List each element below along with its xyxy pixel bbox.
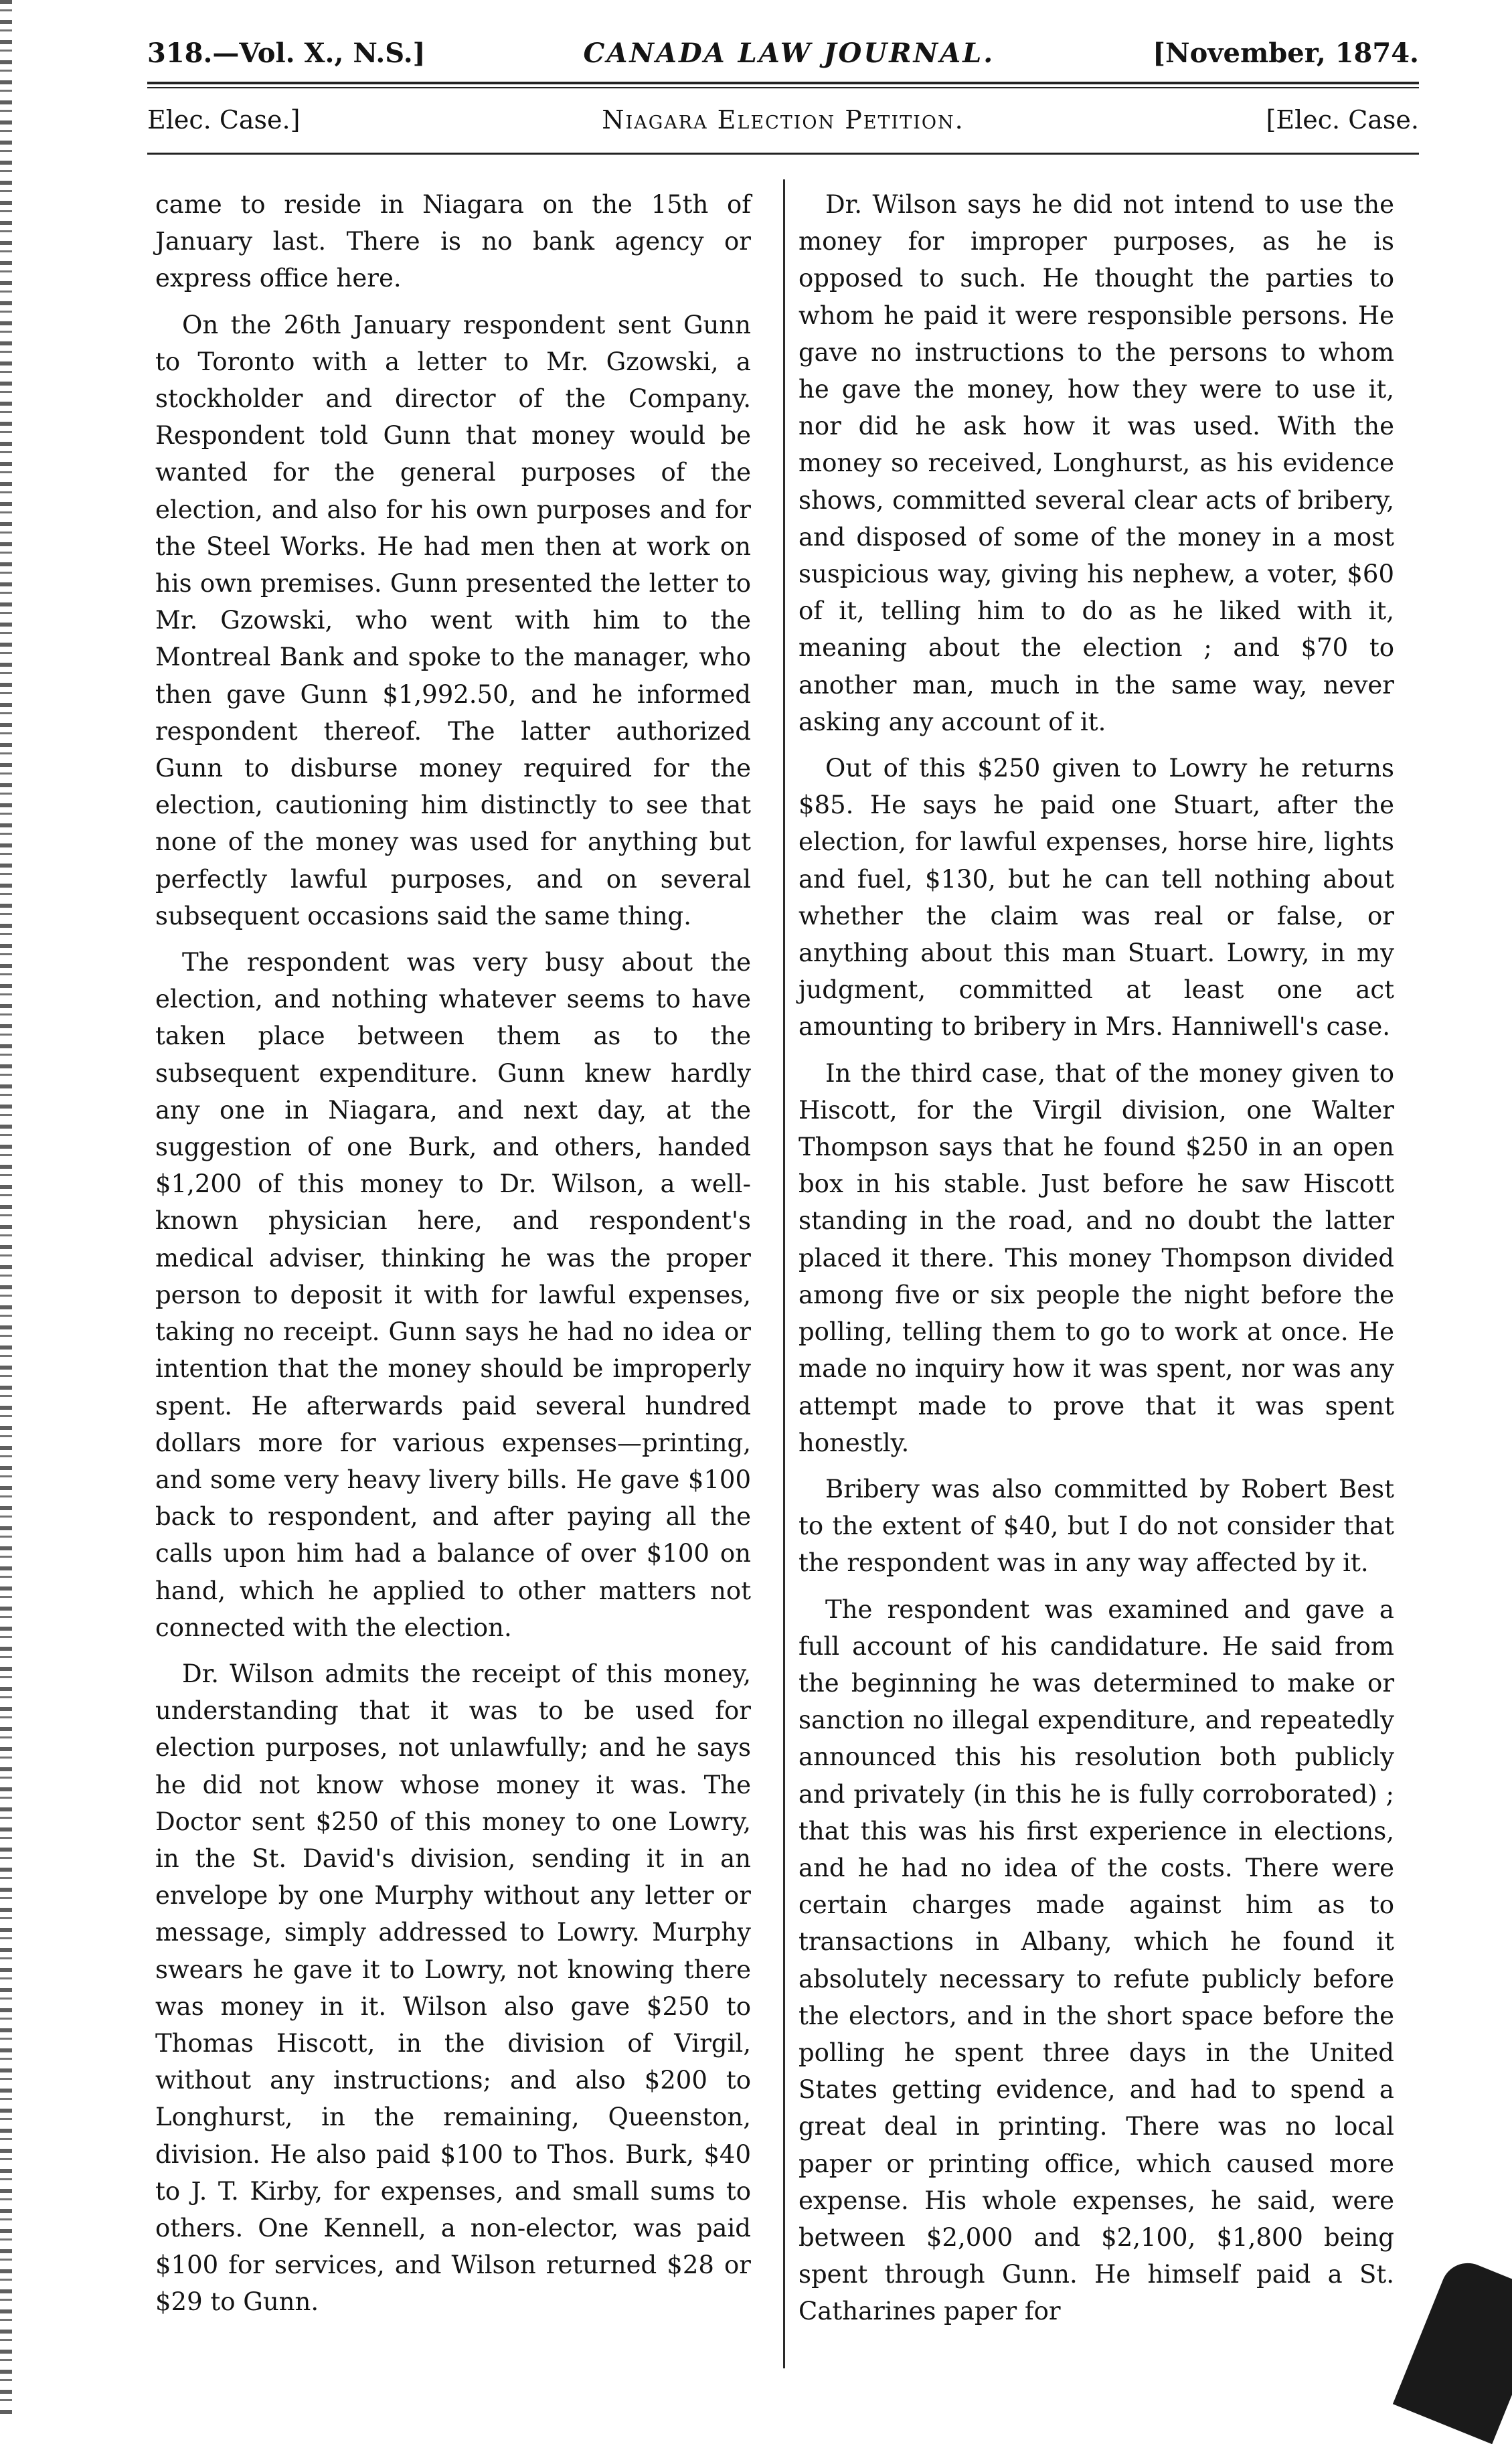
left-paragraph-3: The respondent was very busy about the election, and nothing whatever seems to have taken place between them as to the subsequent expenditure. Gunn knew hardly any one in Niagara, and next day, at the suggestion of one Burk, and others, handed $1,200 of this money to Dr. Wilson, a well-known physician here, and respondent's medical adviser, thinking he was the proper person to deposit it with for lawful expenses, taking no receipt. Gunn says he had no idea or intention that the money should be improperly spent. He afterwards paid several hundred dollars more for various expenses—printing, and some very heavy livery bills. He gave $100 back to respondent, and after paying all the calls upon him had a balance of over $100 on hand, which he applied to other matters not connected with the election. — [155, 948, 751, 1642]
corner-smudge — [1393, 2255, 1512, 2444]
header-rule-thin — [147, 87, 1419, 88]
header-rule-thick — [147, 82, 1419, 84]
left-paragraph-1: came to reside in Niagara on the 15th of January last. There is no bank agency or express office here. — [155, 190, 751, 293]
section-head-title: Niagara Election Petition. — [602, 105, 964, 135]
running-head-date: [November, 1874. — [1153, 37, 1419, 69]
running-head — [147, 29, 1419, 76]
section-rule — [147, 153, 1419, 155]
section-head-left: Elec. Case.] — [147, 105, 301, 135]
right-paragraph-1: Dr. Wilson says he did not intend to use the money for improper purposes, as he is opposed to such. He thought the parties to whom he paid it were responsible persons. He gave no instructions to the persons to whom he gave the money, how they were to use it, nor did he ask how it was used. With the money so received, Longhurst, as his evidence shows, committed several clear acts of bribery, and disposed of some of the money in a most suspicious way, giving his nephew, a voter, $60 of it, telling him to do as he liked with it, meaning about the election ; and $70 to another man, much in the same way, never asking any account of it. — [799, 190, 1394, 736]
right-paragraph-2: Out of this $250 given to Lowry he returns $85. He says he paid one Stuart, after the election, for lawful expenses, horse hire, lights and fuel, $130, but he can tell nothing about whether the claim was real or false, or anything about this man Stuart. Lowry, in my judgment, committed at least one act amounting to bribery in Mrs. Hanniwell's case. — [799, 754, 1394, 1042]
section-head-right: [Elec. Case. — [1266, 105, 1419, 135]
left-column — [155, 186, 751, 2330]
running-head-volume: 318.—Vol. X., N.S.] — [147, 37, 426, 69]
right-paragraph-3: In the third case, that of the money given to Hiscott, for the Virgil division, one Walter Thompson says that he found $250 in an open box in his stable. Just before he saw Hiscott standing in the road, and no doubt the latter placed it there. This money Thompson divided among five or six people the night before the polling, telling them to go to work at once. He made no inquiry how it was spent, nor was any attempt made to prove that it was spent honestly. — [799, 1058, 1394, 1457]
left-paragraph-4: Dr. Wilson admits the receipt of this money, understanding that it was to be used for election purposes, not unlawfully; and he says he did not know whose money it was. The Doctor sent $250 of this money to one Lowry, in the St. David's division, sending it in an envelope by one Murphy without any letter or message, simply addressed to Lowry. Murphy swears he gave it to Lowry, not knowing there was money in it. Wilson also gave $250 to Thomas Hiscott, in the division of Virgil, without any instructions; and also $200 to Longhurst, in the remaining, Queenston, division. He also paid $100 to Thos. Burk, $40 to J. T. Kirby, for expenses, and small sums to others. One Kennell, a non-elector, was paid $100 for services, and Wilson returned $28 or $29 to Gunn. — [155, 1659, 751, 2317]
right-paragraph-5: The respondent was examined and gave a full account of his candidature. He said from the beginning he was determined to make or sanction no illegal expenditure, and repeatedly announced this his resolution both publicly and privately (in this he is fully corroborated) ; that this was his first experience in elections, and he had no idea of the costs. There were certain charges made against him as to transactions in Albany, which he found it absolutely necessary to refute publicly before the electors, and in the short space before the polling he spent three days in the United States getting evidence, and had to spend a great deal in printing. There was no local paper or printing office, which caused more expense. His whole expenses, he said, were between $2,000 and $2,100, $1,800 being spent through Gunn. He himself paid a St. Catharines paper for — [799, 1595, 1394, 2326]
binding-edge — [0, 0, 12, 2414]
running-head-journal-title: CANADA LAW JOURNAL. — [583, 37, 995, 69]
right-paragraph-4: Bribery was also committed by Robert Best to the extent of $40, but I do not consider that the respondent was in any way affected by it. — [799, 1474, 1394, 1578]
column-divider — [783, 179, 785, 2368]
section-head — [147, 96, 1419, 143]
right-column — [799, 186, 1394, 2340]
left-paragraph-2: On the 26th January respondent sent Gunn to Toronto with a letter to Mr. Gzowski, a stockholder and director of the Company. Respondent told Gunn that money would be wanted for the general purposes of the election, and also for his own purposes and for the Steel Works. He had men then at work on his own premises. Gunn presented the letter to Mr. Gzowski, who went with him to the Montreal Bank and spoke to the manager, who then gave Gunn $1,992.50, and he informed respondent thereof. The latter authorized Gunn to disburse money required for the election, cautioning him distinctly to see that none of the money was used for anything but perfectly lawful purposes, and on several subsequent occasions said the same thing. — [155, 310, 751, 930]
